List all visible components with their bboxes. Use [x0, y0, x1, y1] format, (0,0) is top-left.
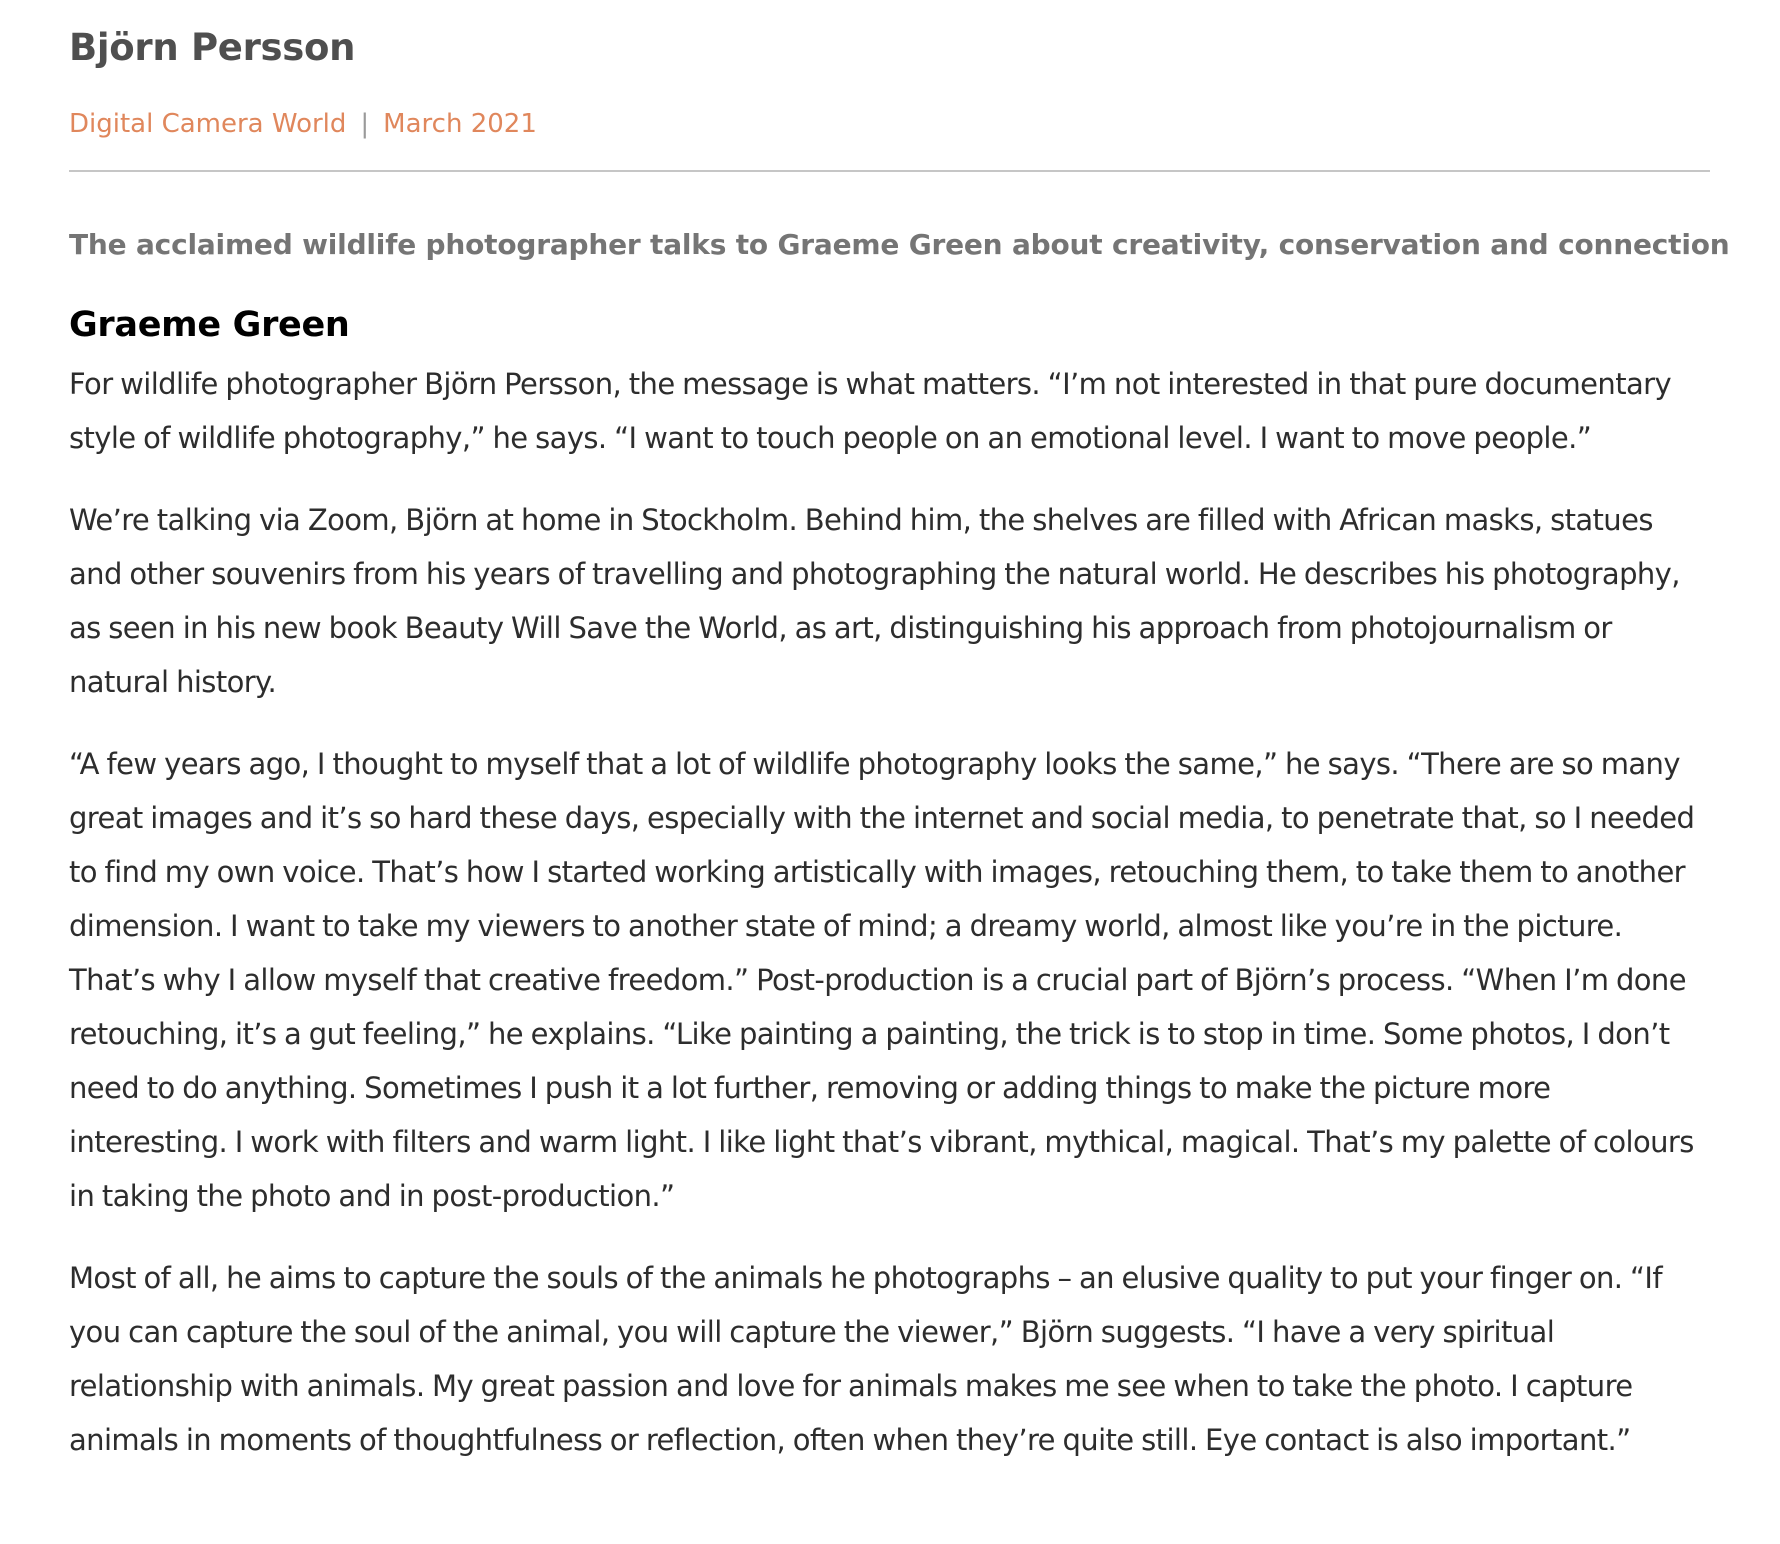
article-meta [69, 108, 1710, 140]
header-divider [69, 170, 1710, 172]
body-paragraph: “A few years ago, I thought to myself that a lot of wildlife photography looks the same,” he says. “There are so many great images and it’s so hard these days, especially with the internet and social media, to penetrate that, so I needed to find my own voice. That’s how I started working artistically with images, retouching them, to take them to another dimension. I want to take my viewers to another state of mind; a dreamy world, almost like you’re in the picture. That’s why I allow myself that creative freedom.” Post-production is a crucial part of Björn’s process. “When I’m done retouching, it’s a gut feeling,” he explains. “Like painting a painting, the trick is to stop in time. Some photos, I don’t need to do anything. Sometimes I push it a lot further, removing or adding things to make the picture more interesting. I work with filters and warm light. I like light that’s vibrant, mythical, magical. That’s my palette of colours in taking the photo and in post-production.” [69, 747, 1695, 1213]
page-title: Björn Persson [69, 26, 356, 69]
article-body [69, 357, 1710, 1467]
body-paragraph: Most of all, he aims to capture the souls of the animals he photographs – an elusive quality to put your finger on. “If you can capture the soul of the animal, you will capture the viewer,” Björn suggests. “I have a very spiritual relationship with animals. My great passion and love for animals makes me see when to take the photo. I capture animals in moments of thoughtfulness or reflection, often when they’re quite still. Eye contact is also important.” [69, 1261, 1662, 1457]
article-byline: Graeme Green [69, 305, 350, 345]
publication-name: Digital Camera World [69, 109, 347, 139]
meta-separator: | [360, 109, 370, 139]
body-paragraph: We’re talking via Zoom, Björn at home in Stockholm. Behind him, the shelves are filled with African masks, statues and other souvenirs from his years of travelling and photographing the natural world. He describes his photography, as seen in his new book Beauty Will Save the World, as art, distinguishing his approach from photojournalism or natural history. [69, 503, 1680, 699]
article-standfirst: The acclaimed wildlife photographer talks to Graeme Green about creativity, conservation and connection [69, 228, 1730, 261]
publication-date: March 2021 [383, 109, 537, 139]
body-paragraph: For wildlife photographer Björn Persson, the message is what matters. “I’m not interested in that pure documentary style of wildlife photography,” he says. “I want to touch people on an emotional level. I want to move people.” [69, 367, 1672, 455]
